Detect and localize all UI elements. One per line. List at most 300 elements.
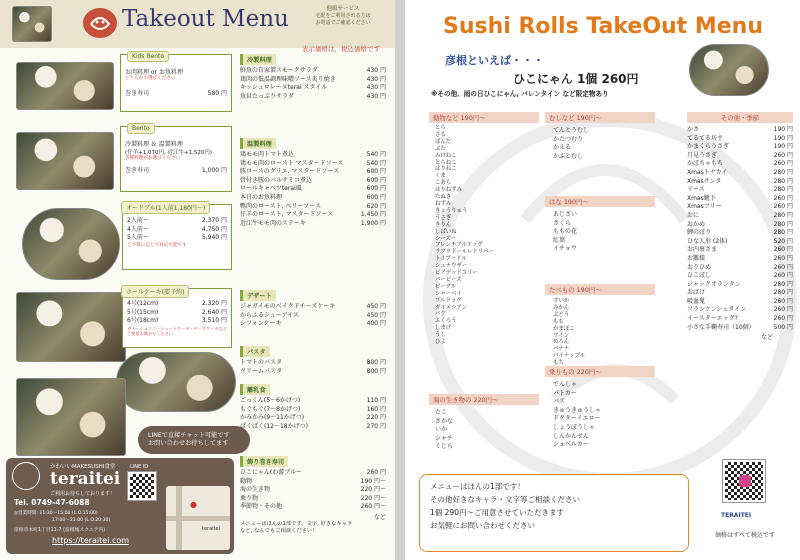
seasonal-row	[687, 264, 793, 273]
animals-title: 動物など 190円〜	[429, 112, 539, 123]
hot-title: 温製料理	[240, 138, 276, 149]
seasonal-row-name: おに	[687, 211, 700, 219]
animal-item: はりねずみ	[435, 187, 462, 194]
sea-item: さかな	[435, 417, 454, 425]
seasonal-row-price: 190 円	[773, 143, 793, 151]
hot-row-name: ロールキャベツterai風	[240, 185, 302, 193]
food-item: バナナ	[553, 346, 570, 353]
animal-item: うさぎ	[435, 214, 452, 221]
seasonal-row-price: 190 円	[773, 134, 793, 142]
custom-order-note	[419, 474, 689, 552]
vehicles-section	[545, 366, 655, 450]
foods-list	[545, 298, 655, 367]
delivery-note-line1: 宅配をご利用される方は	[315, 13, 371, 19]
baby-food-row-name: もぐもぐ(7〜8かげつ)	[240, 405, 301, 413]
decor-sushi-section	[240, 456, 386, 535]
hot-row-price: 1,900 円	[360, 219, 386, 227]
seasonal-row-name: おかめ	[687, 220, 706, 228]
flower-item: あじさい	[553, 211, 578, 218]
decor-sushi-row-price: 260 円	[366, 469, 386, 476]
animal-item: はりねこ	[435, 166, 457, 173]
footer-greeting: ご利用お待ちしております！	[50, 491, 116, 497]
hot-row-name: 骨付き豚のバルサミコ煮込	[240, 176, 313, 184]
animal-item: こあら	[435, 180, 452, 187]
cold-row-name: 魚貝たっぷりサラダ	[240, 92, 294, 100]
seasonal-row-price: 500 円	[773, 323, 793, 331]
note-line4: お気軽にお問い合わせください	[430, 521, 535, 530]
vehicle-item: しょうぼうしゃ	[553, 423, 596, 431]
foods-title: たべもの 190円〜	[545, 284, 655, 295]
photo-platter	[116, 352, 236, 412]
dessert-title: デザート	[240, 290, 276, 301]
animal-item: きりん	[435, 221, 452, 228]
seasonal-row-name: Xmas靴下	[687, 194, 716, 202]
decor-sushi-row-price: 220 円〜	[360, 486, 386, 494]
seasonal-list	[687, 126, 793, 332]
dessert-row-name: からふるシューアイス	[240, 311, 299, 319]
animal-item: さる	[435, 131, 446, 138]
hot-row-price: 600 円	[366, 176, 386, 184]
baby-food-title: 離乳食	[240, 384, 270, 395]
food-item: パイナップル	[553, 353, 586, 360]
seasonal-row-name: リース	[687, 186, 705, 194]
delivery-note-line2: お電話でご確認ください	[315, 20, 371, 26]
seasonal-row	[687, 186, 793, 195]
bug-item: かたつむり	[553, 135, 584, 143]
vehicles-list	[545, 381, 655, 450]
note-line3: 1個 290円〜ご用意させていただきます	[430, 508, 564, 517]
bug-item: かぶとむし	[553, 152, 584, 160]
food-item: もも	[553, 318, 564, 325]
oardoble-row-price: 2,370 円	[201, 217, 227, 224]
baby-food-row-price: 110 円	[366, 397, 386, 404]
animal-item: ビーグル	[435, 283, 457, 290]
hot-row-name: 仔羊のロースト, マスタードソース	[240, 211, 334, 219]
bento-price: 1,000 円	[201, 167, 227, 174]
cold-row-name: キッシュロレーヌterai スタイル	[240, 84, 328, 92]
left-page	[0, 0, 395, 560]
hot-row-price: 1,450 円	[360, 211, 386, 219]
seasonal-suffix: など	[760, 334, 773, 342]
bento-line1: 冷製料理 ＆ 温製料理	[125, 141, 183, 148]
seasonal-row-name: 吸血鬼	[687, 297, 706, 305]
decor-sushi-note1: メニューはほんの1部です。文字, 好きなキャラ	[240, 520, 353, 527]
bento-line3: 各種料理がお選びください	[125, 156, 181, 161]
sea-item: くじら	[435, 443, 454, 451]
hot-row-price: 540 円	[366, 151, 386, 158]
vehicle-item: パトカー	[553, 389, 577, 397]
animal-item: きょうりゅう	[435, 207, 468, 214]
decor-sushi-row-price: 190 円〜	[360, 477, 386, 485]
food-item: ワイン	[553, 332, 570, 339]
hikonyan-photo	[689, 44, 769, 96]
footer-address: 彦根市本町1丁目11-7 (彦根城スクエア内)	[14, 528, 106, 533]
cake-row-price: 2,320 円	[201, 300, 227, 307]
seasonal-row-price: 190 円	[773, 126, 793, 133]
seasonal-row	[687, 255, 793, 264]
food-item: みかん	[553, 304, 570, 311]
hot-row-name: 鶏モモ肉トマト煮込	[240, 151, 295, 158]
flower-item: さくら	[553, 219, 572, 227]
pasta-row-price: 800 円	[366, 359, 386, 366]
animal-item: フレンチブルドッグ	[435, 242, 483, 249]
seasonal-title: その他・季節	[687, 112, 793, 123]
line-bubble-line2: お問い合わせお待ちしてます	[148, 440, 229, 447]
footer-tagline: かわいいMAKESUSHI食堂	[50, 464, 116, 470]
right-title: Sushi Rolls TakeOut Menu	[442, 14, 763, 39]
hot-row-price: 600 円	[366, 185, 386, 193]
seasonal-row	[687, 324, 793, 333]
animal-item: ブルドッグ	[435, 297, 462, 304]
hot-row-name: 豚ロースのグリエ, マスタードソース	[240, 168, 340, 176]
seasonal-row	[687, 212, 793, 221]
animal-item: パーピーズ	[435, 276, 462, 283]
feature-item: ひこにゃん 1個 260円	[513, 72, 639, 86]
seasonal-row	[687, 160, 793, 169]
bento-line2: (仔羊+1,070円, 近江牛+1,520円)	[125, 150, 212, 156]
pasta-row-name: クリームパスタ	[240, 367, 283, 375]
seasonal-row-price: 260 円	[773, 194, 793, 202]
animal-item: ねずみ	[435, 200, 452, 207]
note-line2: その他好きなキャラ・文字等ご相談ください	[430, 495, 580, 504]
decor-sushi-row-name: ひこにゃん(わ游ブルー	[240, 469, 302, 476]
animal-item: しばいぬ	[435, 228, 457, 235]
photo-cake	[16, 292, 126, 362]
kids-bento-box	[120, 54, 232, 112]
dessert-row-name: シフォンケーキ	[240, 320, 282, 328]
animal-item: シーズー	[435, 235, 457, 242]
oardoble-box	[122, 204, 232, 270]
seasonal-row-name: ひな人形 (2体)	[687, 237, 728, 245]
food-item: ぶどう	[553, 311, 570, 318]
animal-item: ダルメシアン	[435, 304, 467, 311]
footer-tel: Tel. 0749-47-6088	[14, 498, 90, 507]
pasta-row-name: トマトのパスタ	[240, 359, 283, 366]
dessert-row-price: 450 円	[366, 311, 386, 319]
seasonal-row-name: ジャックオランタン	[687, 280, 741, 288]
map-brand: teraitei	[202, 526, 220, 532]
baby-food-section	[240, 384, 386, 431]
animal-item: シュナウザー	[435, 263, 468, 270]
seasonal-row-name: おりひめ	[687, 263, 712, 271]
animal-item: うし	[435, 332, 446, 339]
map-pin-icon: ●	[190, 500, 197, 509]
oardoble-title: オードブル(1人前1,180円〜)	[121, 201, 210, 214]
seasonal-row-price: 280 円	[773, 220, 793, 228]
oardoble-note: ご予算に応じて対応可能です	[127, 242, 187, 248]
seasonal-row-price: 520 円	[773, 237, 793, 245]
baby-food-row-name: ぱくぱく(12〜18かげつ)	[240, 422, 308, 430]
seasonal-row-name: かぼちゃもち	[687, 160, 724, 168]
seasonal-row-name: フランケンシュタイン	[687, 306, 747, 314]
cake-box	[122, 288, 232, 348]
seasonal-row	[687, 178, 793, 187]
delivery-note-title: 他販サービス	[326, 6, 360, 12]
oardoble-row-price: 4,750 円	[201, 225, 227, 233]
animal-item: パグ	[435, 311, 446, 318]
baby-food-row-name: ごっくん(5〜6かげつ)	[240, 397, 301, 404]
decor-sushi-suffix: など	[373, 513, 386, 521]
pasta-row-price: 800 円	[366, 367, 386, 375]
sea-item: シャチ	[435, 434, 453, 442]
seasonal-row-price: 260 円	[773, 203, 793, 211]
note-line1: メニューはほんの1部です！	[430, 482, 525, 491]
decor-sushi-note2: など, なんでもご相談ください！	[240, 527, 318, 534]
right-subtitle: 彦根といえば・・・	[445, 54, 544, 67]
kids-bento-item: 巻き寿司	[125, 90, 150, 97]
seasonal-row-name: 月見うさぎ	[687, 151, 718, 159]
seasonal-row-price: 280 円	[773, 177, 793, 185]
seasonal-row-price: 260 円	[773, 246, 793, 254]
instagram-icon	[739, 475, 751, 487]
pasta-title: パスタ	[240, 346, 270, 357]
seasonal-row-price: 280 円	[773, 168, 793, 176]
seasonal-row	[687, 169, 793, 178]
hot-row-price: 600 円	[366, 193, 386, 201]
seasonal-row	[687, 229, 793, 238]
hot-row-name: 本日のお魚料理	[240, 193, 283, 201]
decor-sushi-row-price: 220 円〜	[360, 494, 386, 502]
seasonal-row-name: おばけ	[687, 289, 706, 297]
footer-map	[166, 486, 230, 550]
seasonal-row	[687, 126, 793, 135]
bug-item: かえる	[553, 144, 572, 152]
food-item: めろん	[553, 339, 570, 346]
food-item: もち	[553, 360, 564, 367]
footer-brand: teraitei	[50, 469, 121, 489]
seasonal-row-price: 260 円	[773, 151, 793, 159]
seasonal-row-name: イースターエッグ?	[687, 315, 738, 323]
seasonal-row-name: Xmasトナカイ	[687, 168, 728, 176]
vehicles-title: 乗りもの 220円〜	[545, 366, 655, 377]
animal-item: ラブラドールレトリバー	[435, 249, 494, 256]
cake-row-price: 3,510 円	[201, 317, 227, 325]
bug-item: てんとうむし	[553, 127, 590, 134]
cold-row-name: 鶏肉の低温調理味噌ソース炙り焼き	[240, 75, 336, 83]
flower-item: ももの花	[553, 228, 578, 236]
flowers-title: はな 190円〜	[545, 196, 655, 207]
cold-row-price: 430 円	[366, 75, 386, 83]
hot-row-name: 鴨肉のロースト, ベリーソース	[240, 202, 321, 210]
kids-bento-line2: どちらかお選びください	[125, 76, 176, 81]
oardoble-row-price: 5,940 円	[201, 234, 227, 242]
cold-section	[240, 54, 386, 101]
vehicle-item: しんかんせん	[553, 432, 590, 440]
cold-row-price: 430 円	[366, 67, 386, 74]
sea-item: たこ	[435, 409, 448, 416]
photo-kids-bento	[16, 62, 114, 110]
decor-sushi-title: 飾り巻き寿司	[240, 456, 288, 467]
baby-food-row-price: 220 円	[366, 414, 386, 422]
footer-url-link[interactable]: https://teraitei.com	[52, 536, 130, 545]
left-title: Takeout Menu	[122, 6, 289, 32]
cold-title: 冷製料理	[240, 54, 276, 65]
delivery-note	[298, 4, 388, 26]
seasonal-row	[687, 289, 793, 298]
seasonal-row-name: 小さな手鞠寿司（10個）	[687, 323, 755, 331]
seasonal-row-price: 260 円	[773, 272, 793, 280]
footer-line-id-label: LINE ID	[130, 464, 149, 470]
animal-item: しまけ	[435, 325, 452, 332]
sea-title: 海の生き物の 220円〜	[429, 394, 539, 405]
footer-hours1: ◎営業時間: 11:30〜15:00 (L.O.15:00)	[14, 511, 98, 516]
hot-row-price: 540 円	[366, 159, 386, 167]
dessert-row-name: ジャガイモのベイクドチーズケーキ	[240, 303, 336, 310]
oardoble-row-name: 5人前〜	[127, 234, 149, 242]
cold-row-price: 430 円	[366, 92, 386, 100]
animal-item: みけねこ	[435, 152, 457, 159]
kids-bento-price: 580 円	[207, 90, 227, 97]
animals-section	[429, 112, 539, 346]
cold-row-price: 430 円	[366, 84, 386, 92]
bento-item: 巻き寿司	[125, 167, 150, 174]
cold-row-name: 鮮魚の自家製スモークサラダ	[240, 67, 318, 74]
cake-row-name: 4号(12cm)	[127, 300, 159, 307]
vehicle-item: でんしゃ	[553, 381, 578, 388]
flower-item: 紅葉	[553, 236, 566, 244]
seasonal-row-price: 280 円	[773, 211, 793, 219]
seasonal-row-name: Xmasサンタ	[687, 177, 722, 185]
vehicle-item: バス	[553, 398, 566, 406]
seasonal-row	[687, 246, 793, 255]
line-bubble	[138, 426, 250, 454]
seasonal-row-name: かさ	[687, 126, 700, 133]
hot-section	[240, 138, 386, 228]
animal-item: ひよ	[435, 339, 446, 346]
photo-bento	[16, 132, 114, 190]
cake-row-name: 6号(18cm)	[127, 317, 159, 325]
decor-sushi-row-name: 海の生き物	[240, 486, 271, 494]
bento-title: Bento	[127, 123, 155, 134]
seasonal-row-price: 260 円	[773, 160, 793, 168]
bugs-section	[545, 112, 655, 161]
dessert-section	[240, 290, 386, 329]
dessert-row-price: 450 円	[366, 303, 386, 310]
right-tax-note: 価格はすべて税込です	[715, 532, 775, 539]
decor-sushi-row-name: 乗り物	[240, 494, 259, 502]
hot-row-name: 近江牛モモ肉のステーキ	[240, 219, 306, 227]
bugs-title: むしなど 190円〜	[545, 112, 655, 123]
cake-row-price: 2,640 円	[201, 308, 227, 316]
cake-note: ガトーショコラ・ショートケーキ・チーズケーキなど ご要望お聞かせください	[127, 325, 227, 336]
animal-item: トイプードル	[435, 256, 467, 263]
seasonal-row-price: 260 円	[773, 315, 793, 323]
seasonal-row	[687, 221, 793, 230]
sea-item: いか	[435, 426, 448, 434]
footer-card	[6, 458, 234, 554]
sea-section	[429, 394, 539, 452]
tax-note: 表示価格は，税込価格です	[302, 45, 380, 53]
right-page	[405, 0, 800, 560]
flowers-section	[545, 196, 655, 254]
logo-icon	[83, 8, 117, 38]
animals-list	[429, 125, 539, 346]
seasonal-row	[687, 203, 793, 212]
qr-label: TERAITEI	[721, 512, 752, 519]
baby-food-row-price: 270 円	[366, 422, 386, 430]
decor-sushi-row-name: 季節物・その他	[240, 503, 283, 511]
header-sushi-photo	[12, 6, 52, 42]
footer-hours2: 17:00〜21:00 (L.O.20:30)	[52, 518, 111, 523]
animal-item: シャーベイ	[435, 290, 462, 297]
seasonal-row-name: お内裏さま	[687, 246, 718, 254]
cake-row-name: 5号(15cm)	[127, 308, 159, 316]
animal-item: とらねこ	[435, 159, 457, 166]
sea-list	[429, 409, 539, 452]
seasonal-row	[687, 143, 793, 152]
line-bubble-line1: LINEで直接チャット可能です	[148, 432, 230, 439]
animal-item: くま	[435, 173, 446, 180]
seasonal-section	[687, 112, 793, 341]
animal-item: ぱんだ	[435, 138, 452, 145]
animal-item: ビアデッドコリー	[435, 270, 478, 277]
vehicle-item: ドクターイエロー	[553, 415, 601, 423]
seasonal-row	[687, 272, 793, 281]
seasonal-row-name: お雛様	[687, 254, 706, 262]
seasonal-row	[687, 281, 793, 290]
food-item: かまぼこ	[553, 325, 575, 332]
hot-row-price: 600 円	[366, 168, 386, 176]
kids-bento-title: Kids Bento	[127, 51, 169, 62]
seasonal-row-price: 280 円	[773, 186, 793, 194]
decor-sushi-row-price: 260 円〜	[360, 503, 386, 511]
seasonal-row	[687, 315, 793, 324]
feature-note: ※その他、雨の日ひこにゃん, バレンタイン など限定物あり	[431, 90, 609, 98]
bento-box	[120, 126, 232, 192]
line-qr-code[interactable]	[128, 472, 156, 500]
seasonal-row-price: 260 円	[773, 306, 793, 314]
seasonal-row-name: ひこぼし	[687, 272, 712, 280]
seasonal-row-price: 280 円	[773, 229, 793, 237]
dessert-row-price: 400 円	[366, 320, 386, 328]
seasonal-row-name: 鯉のぼり	[687, 229, 712, 237]
seasonal-row-price: 260 円	[773, 254, 793, 262]
seasonal-row-price: 260 円	[773, 297, 793, 305]
bugs-list	[545, 127, 655, 161]
photo-rolls	[16, 378, 126, 456]
seasonal-row-name: Xmasツリー	[687, 203, 722, 211]
seasonal-row	[687, 195, 793, 204]
baby-food-row-price: 160 円	[366, 405, 386, 413]
hot-row-name: 鶏モモ肉のロースト マスタードソース	[240, 159, 344, 167]
seasonal-row	[687, 135, 793, 144]
animal-item: ふくろう	[435, 318, 457, 325]
animal-item: とら	[435, 125, 446, 131]
seasonal-row	[687, 306, 793, 315]
flowers-list	[545, 211, 655, 254]
vehicle-item: きゅうきゅうしゃ	[553, 406, 602, 414]
food-item: すいか	[553, 298, 570, 304]
oardoble-row-name: 2人前〜	[127, 217, 149, 224]
pasta-section	[240, 346, 386, 376]
cake-title: ホールケーキ(要予約)	[121, 285, 189, 298]
seasonal-row-price: 280 円	[773, 280, 793, 288]
oardoble-row-name: 4人前〜	[127, 225, 149, 233]
hot-row-price: 620 円	[366, 202, 386, 210]
decor-sushi-row-name: 動物	[240, 477, 253, 485]
vehicle-item: ショベルカー	[553, 441, 589, 449]
footer-logo-icon	[12, 462, 40, 490]
photo-oardoble	[22, 208, 120, 280]
kids-bento-line1: お肉料理 or お魚料理	[125, 69, 183, 76]
seasonal-row-price: 260 円	[773, 263, 793, 271]
baby-food-row-name: かみかみ(9〜11かげつ)	[240, 414, 305, 422]
flower-item: イチョウ	[553, 245, 577, 253]
animal-item: たぬき	[435, 194, 452, 201]
seasonal-row-name: かまくらうさぎ	[687, 143, 730, 151]
seasonal-row-name: てるてる坊主	[687, 134, 723, 142]
animal-item: ぶた	[435, 145, 446, 152]
